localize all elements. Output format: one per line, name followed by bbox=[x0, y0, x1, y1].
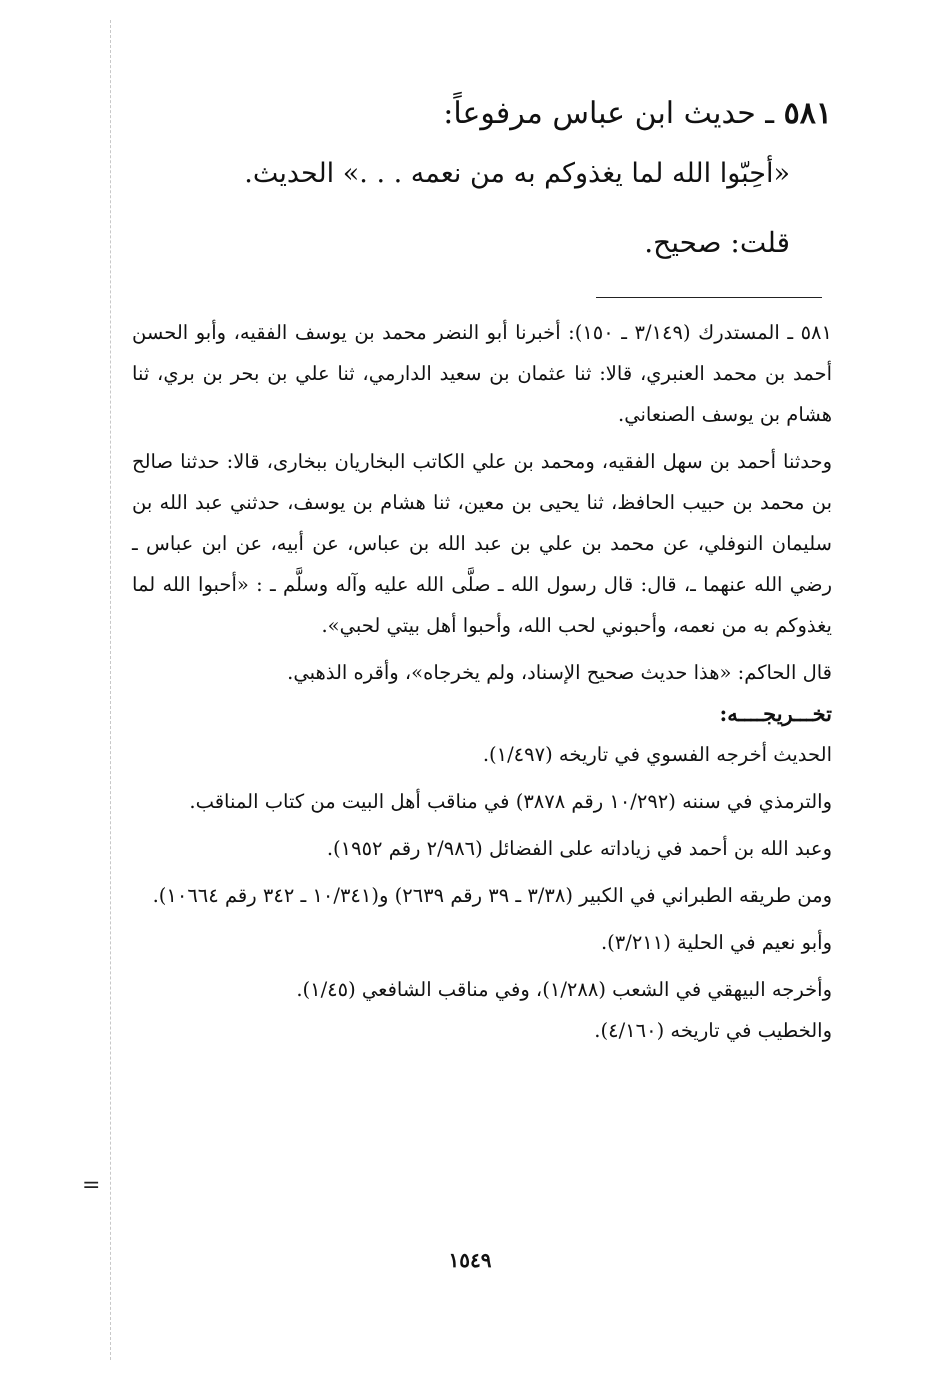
takhrij-item: وعبد الله بن أحمد في زياداته على الفضائل (٢/٩٨٦ رقم ١٩٥٢). bbox=[326, 837, 832, 860]
takhrij-item: وأبو نعيم في الحلية (٣/٢١١). bbox=[600, 931, 832, 954]
takhrij-item: ومن طريقه الطبراني في الكبير (٣/٣٨ ـ ٣٩ رقم ٢٦٣٩) و(١٠/٣٤١ ـ ٣٤٢ رقم ١٠٦٦٤). bbox=[152, 884, 832, 907]
hadith-verdict: قلت: صحيح. bbox=[644, 226, 790, 259]
scan-margin-line bbox=[110, 20, 111, 1360]
hadith-heading bbox=[443, 96, 832, 131]
footnotes bbox=[132, 312, 832, 1051]
takhrij-title: تخـــريجــــه: bbox=[719, 701, 832, 726]
takhrij-item: وأخرجه البيهقي في الشعب (١/٢٨٨)، وفي مناقب الشافعي (١/٤٥). bbox=[296, 978, 832, 1001]
hadith-heading-text: ـ حديث ابن عباس مرفوعاً: bbox=[443, 96, 775, 131]
takhrij-item: والخطيب في تاريخه (٤/١٦٠). bbox=[594, 1019, 832, 1042]
continuation-mark: = bbox=[82, 1173, 101, 1198]
hadith-number: ٥٨١ bbox=[783, 96, 832, 131]
footnote-paragraph: وحدثنا أحمد بن سهل الفقيه، ومحمد بن علي الكاتب البخاريان ببخارى، قالا: حدثنا صالح بن محمد بن حبيب الحافظ، ثنا يحيى بن معين، ثنا هشام بن يوسف، حدثني عبد الله بن سليمان النوفلي، عن محمد بن علي بن عبد الله بن عباس، عن أبيه، عن ابن عباس ـ رضي الله عنهما ـ، قال: قال رسول الله ـ صلَّى الله عليه وآله وسلَّم ـ : «أحبوا الله لما يغذوكم به من نعمه، وأحبوني لحب الله، وأحبوا أهل بيتي لحبي». bbox=[132, 450, 832, 637]
footnote-separator bbox=[596, 297, 822, 298]
takhrij-item: الحديث أخرجه الفسوي في تاريخه (١/٤٩٧). bbox=[482, 743, 832, 766]
page-number: ١٥٤٩ bbox=[448, 1248, 492, 1272]
hadith-text: «أحِبّوا الله لما يغذوكم به من نعمه . . .» الحديث. bbox=[244, 158, 790, 189]
takhrij-item: والترمذي في سننه (١٠/٢٩٢ رقم ٣٨٧٨) في مناقب أهل البيت من كتاب المناقب. bbox=[189, 790, 832, 813]
footnote-paragraph: قال الحاكم: «هذا حديث صحيح الإسناد، ولم يخرجاه»، وأقره الذهبي. bbox=[287, 661, 832, 684]
footnote-paragraph bbox=[132, 312, 832, 435]
footnote-number: ٥٨١ ـ bbox=[787, 321, 832, 344]
footnote-source: المستدرك (٣/١٤٩ ـ ١٥٠): أخبرنا أبو النضر محمد بن يوسف الفقيه، وأبو الحسن أحمد بن محمد العنبري، قالا: ثنا عثمان بن سعيد الدارمي، ثنا علي بن بحر بن بري، ثنا هشام بن يوسف الصنعاني. bbox=[132, 321, 832, 426]
